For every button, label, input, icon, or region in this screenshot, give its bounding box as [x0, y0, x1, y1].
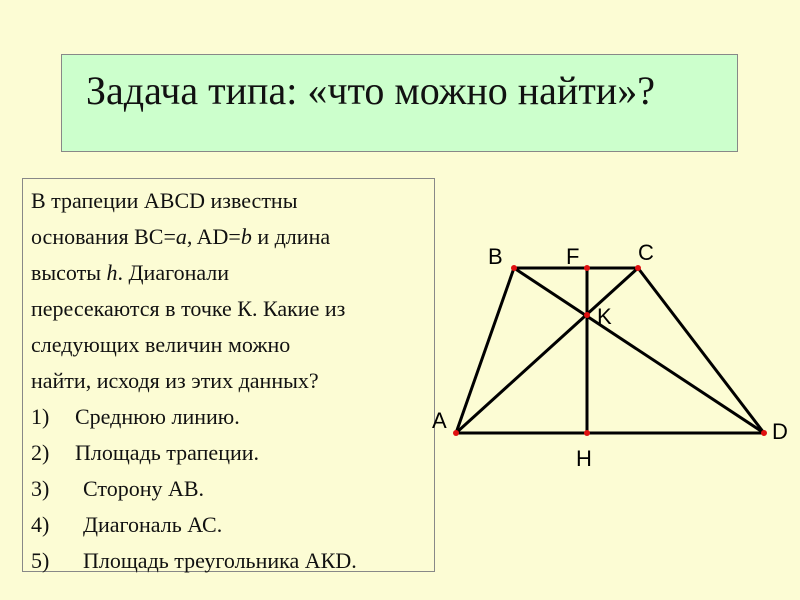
slide-title: Задача типа: «что можно найти»?: [86, 68, 655, 113]
option-1: [31, 399, 431, 435]
label-c: C: [638, 240, 654, 265]
option-4: [31, 507, 431, 543]
label-b: B: [488, 244, 503, 269]
problem-line-3: высоты h. Диагонали: [31, 260, 230, 285]
option-4-number: 4): [31, 512, 50, 537]
point-k: [584, 312, 590, 318]
option-3: [31, 471, 431, 507]
diagonal-ac: [456, 268, 638, 433]
label-k: K: [597, 304, 612, 329]
label-f: F: [566, 244, 580, 269]
option-5-label: Площадь треугольника АКD.: [83, 548, 357, 573]
problem-line-6: найти, исходя из этих данных?: [31, 368, 319, 393]
option-2-number: 2): [31, 440, 50, 465]
option-2: [31, 435, 431, 471]
option-5: [31, 543, 431, 579]
option-3-number: 3): [31, 476, 50, 501]
option-4-label: Диагональ АС.: [83, 512, 223, 537]
label-a: A: [432, 408, 447, 433]
problem-text: [31, 183, 431, 579]
problem-box: [22, 178, 435, 572]
point-a: [453, 430, 459, 436]
diagonal-bd: [514, 268, 764, 433]
problem-line-5: следующих величин можно: [31, 332, 291, 357]
label-d: D: [772, 419, 788, 444]
label-h: H: [576, 446, 592, 471]
problem-line-2: основания BC=a, AD=b и длина: [31, 224, 331, 249]
trapezoid-lines: [456, 268, 764, 433]
point-h: [584, 430, 590, 436]
point-f: [584, 265, 590, 271]
point-c: [635, 265, 641, 271]
option-2-label: Площадь трапеции.: [75, 440, 260, 465]
trapezoid-figure: [420, 230, 800, 480]
title-box: [61, 54, 738, 152]
option-1-number: 1): [31, 404, 50, 429]
point-d: [761, 430, 767, 436]
problem-line-1: В трапеции ABCD известны: [31, 188, 298, 213]
figure-points: [453, 265, 767, 436]
option-3-label: Сторону АВ.: [83, 476, 205, 501]
problem-line-4: пересекаются в точке К. Какие из: [31, 296, 346, 321]
option-1-label: Среднюю линию.: [75, 404, 240, 429]
point-b: [511, 265, 517, 271]
side-cd: [638, 268, 764, 433]
option-5-number: 5): [31, 548, 50, 573]
